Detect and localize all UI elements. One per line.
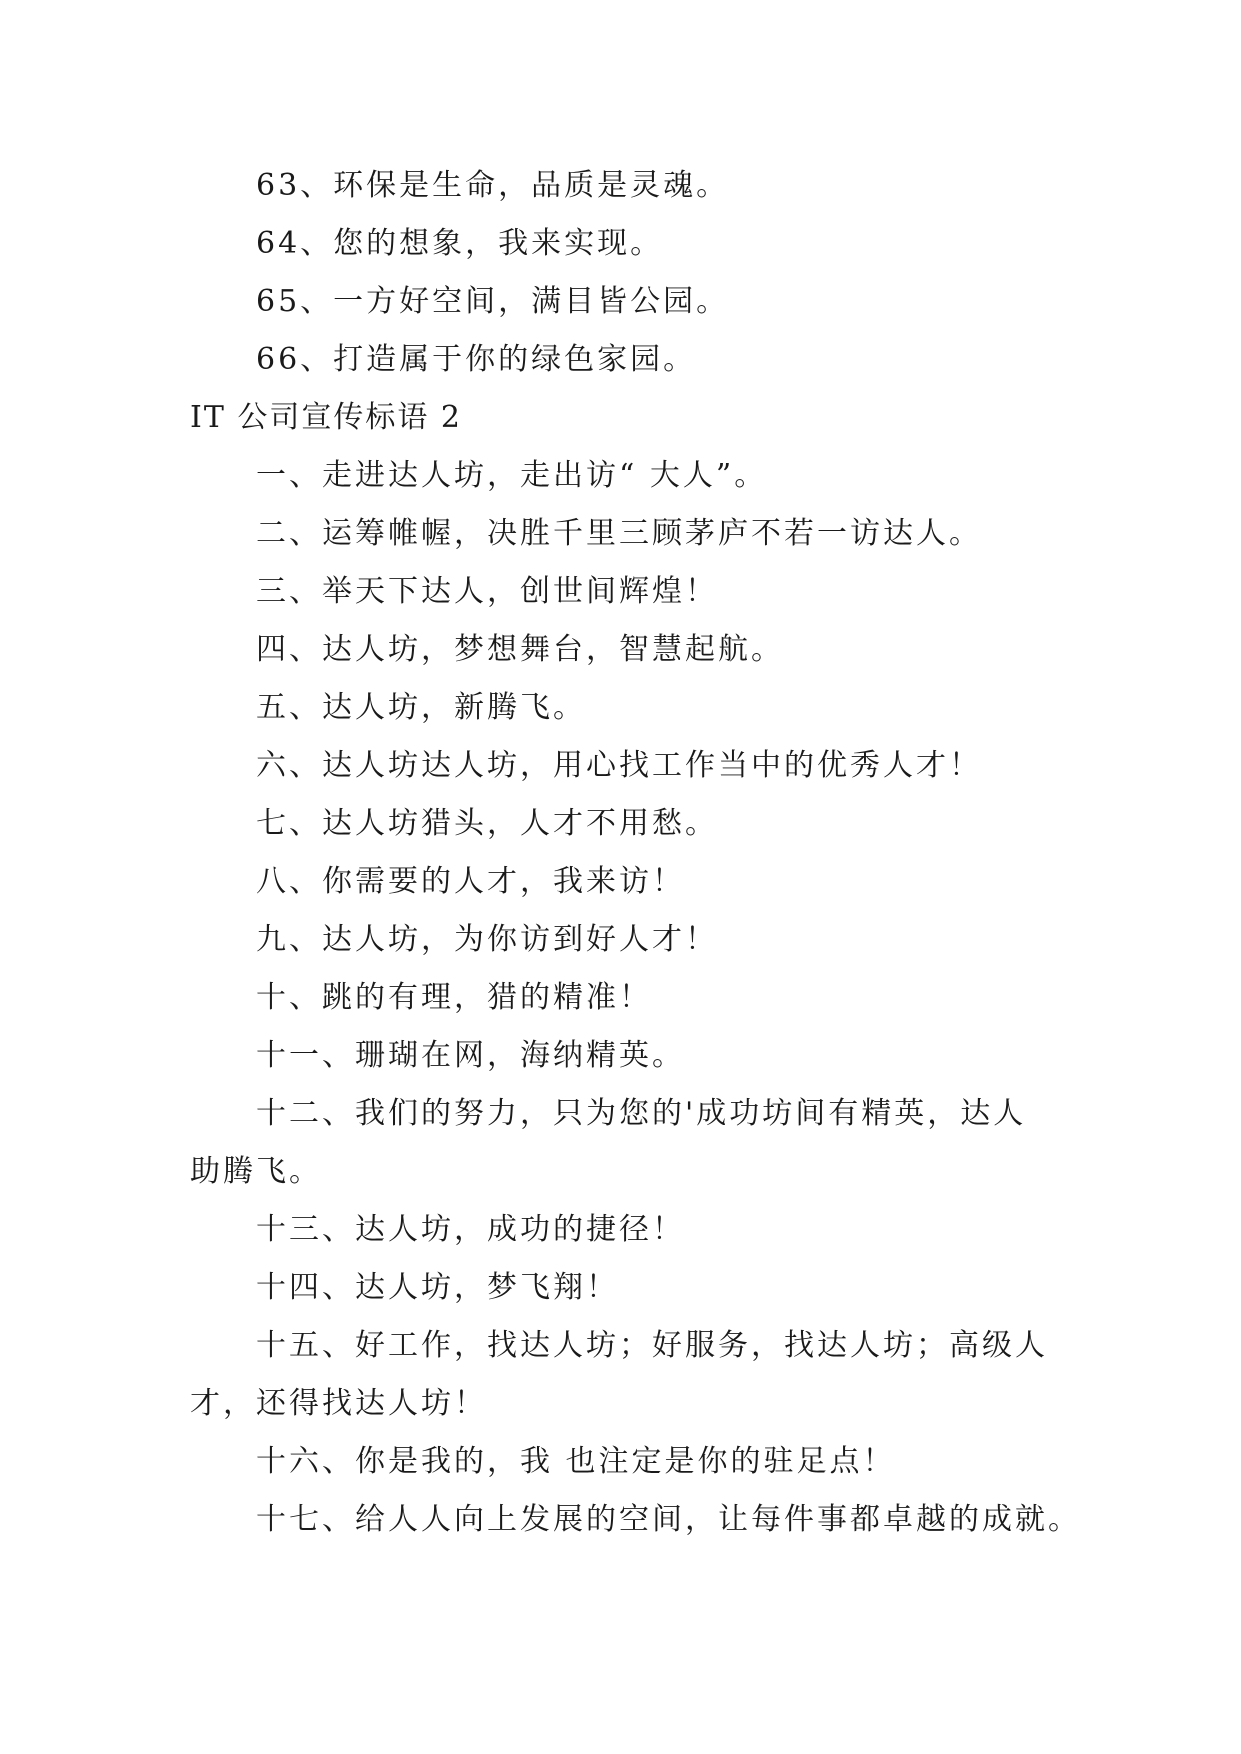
slogan-item-5: 五、达人坊，新腾飞。 (256, 690, 586, 725)
slogan-item-12-continued: 助腾飞。 (190, 1154, 322, 1189)
slogan-item-66: 66、打造属于你的绿色家园。 (256, 342, 697, 377)
slogan-item-17: 十七、给人人向上发展的空间，让每件事都卓越的成就。 (256, 1502, 1081, 1537)
slogan-item-63: 63、环保是生命，品质是灵魂。 (256, 168, 730, 203)
slogan-item-2: 二、运筹帷幄，决胜千里三顾茅庐不若一访达人。 (256, 516, 982, 551)
slogan-item-9: 九、达人坊，为你访到好人才！ (256, 922, 718, 957)
slogan-item-3: 三、举天下达人，创世间辉煌！ (256, 574, 718, 609)
slogan-item-10: 十、跳的有理，猎的精准！ (256, 980, 652, 1015)
slogan-item-8: 八、你需要的人才，我来访！ (256, 864, 685, 899)
slogan-item-6: 六、达人坊达人坊，用心找工作当中的优秀人才！ (256, 748, 982, 783)
slogan-item-13: 十三、达人坊，成功的捷径！ (256, 1212, 685, 1247)
slogan-item-65: 65、一方好空间，满目皆公园。 (256, 284, 730, 319)
slogan-item-64: 64、您的想象，我来实现。 (256, 226, 664, 261)
slogan-item-15: 十五、好工作，找达人坊；好服务，找达人坊；高级人 (256, 1328, 1048, 1363)
slogan-item-4: 四、达人坊，梦想舞台，智慧起航。 (256, 632, 784, 667)
section-heading: IT 公司宣传标语 2 (190, 400, 463, 435)
slogan-item-11: 十一、珊瑚在网，海纳精英。 (256, 1038, 685, 1073)
slogan-item-14: 十四、达人坊，梦飞翔！ (256, 1270, 619, 1305)
slogan-item-16: 十六、你是我的，我 也注定是你的驻足点！ (256, 1444, 896, 1479)
slogan-item-12: 十二、我们的努力，只为您的'成功坊间有精英，达人 (256, 1096, 1027, 1131)
slogan-item-1: 一、走进达人坊，走出访“ 大人”。 (256, 458, 768, 493)
slogan-item-15-continued: 才，还得找达人坊！ (190, 1386, 487, 1421)
slogan-item-7: 七、达人坊猎头，人才不用愁。 (256, 806, 718, 841)
